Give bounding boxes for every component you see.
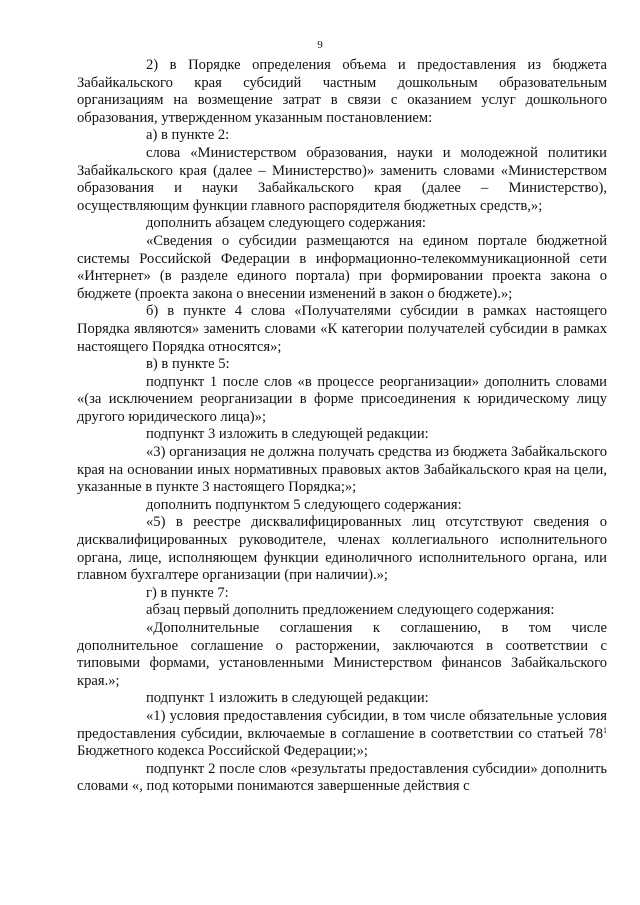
document-body [77, 57, 607, 796]
paragraph: абзац первый дополнить предложением следующего содержания: [146, 602, 555, 619]
paragraph: подпункт 3 изложить в следующей редакции: [146, 426, 429, 443]
paragraph: подпункт 1 после слов «в процессе реорганизации» дополнить словами «(за исключением реорганизации в форме присоединения к юридическому лицу другого юридического лица)»; [77, 373, 607, 425]
paragraph: дополнить подпунктом 5 следующего содержания: [146, 496, 462, 513]
paragraph: дополнить абзацем следующего содержания: [146, 215, 426, 232]
paragraph: «Дополнительные соглашения к соглашению, в том числе дополнительное соглашение о расторжении, заключаются в соответствии с типовыми формами, установленными Министерством финансов Забайкальского края.»; [77, 620, 607, 689]
paragraph: 2) в Порядке определения объема и предоставления из бюджета Забайкальского края субсидий частным дошкольным образовательным организациям на возмещение затрат в связи с оказанием услуг дошкольного образования, утвержденном указанным постановлением: [77, 57, 607, 126]
paragraph: в) в пункте 5: [146, 356, 230, 373]
paragraph: б) в пункте 4 слова «Получателями субсидии в рамках настоящего Порядка являются» заменить словами «К категории получателей субсидии в рамках настоящего Порядка относятся»; [77, 303, 607, 355]
paragraph-text: «1) условия предоставления субсидии, в том числе обязательные условия предоставления субсидии, включаемые в соглашение в соответствии со статьей 78 [77, 707, 607, 742]
paragraph: «5) в реестре дисквалифицированных лиц отсутствуют сведения о дисквалифицированных руководителе, членах коллегиального исполнительного органа, лице, исполняющем функции единоличного исполнительного органа, или главном бухгалтере организации (при наличии).»; [77, 514, 607, 584]
paragraph: а) в пункте 2: [146, 127, 230, 144]
paragraph: г) в пункте 7: [146, 584, 229, 601]
paragraph-with-superscript [77, 708, 607, 761]
paragraph: «Сведения о субсидии размещаются на едином портале бюджетной системы Российской Федерации в информационно-телекоммуникационной сети «Интернет» (в разделе единого портала) при формировании проекта закона о бюджете (проекта закона о внесении изменений в закон о бюджете).»; [77, 232, 607, 302]
paragraph: слова «Министерством образования, науки и молодежной политики Забайкальского края (далее – Министерство)» заменить словами «Министерством образования и науки Забайкальского края (далее – Министерство), осуществляющим функции главного распорядителя бюджетных средств,»; [77, 144, 607, 214]
paragraph: подпункт 1 изложить в следующей редакции: [146, 690, 429, 707]
paragraph: подпункт 2 после слов «результаты предоставления субсидии» дополнить словами «, под которыми понимаются завершенные действия с [77, 760, 607, 795]
superscript: 1 [603, 725, 607, 735]
page-number: 9 [317, 39, 323, 51]
paragraph-text: Бюджетного кодекса Российской Федерации;»; [77, 743, 368, 760]
paragraph: «3) организация не должна получать средства из бюджета Забайкальского края на основании иных нормативных правовых актов Забайкальского края на цели, указанные в пункте 3 настоящего Порядка;»; [77, 444, 607, 496]
